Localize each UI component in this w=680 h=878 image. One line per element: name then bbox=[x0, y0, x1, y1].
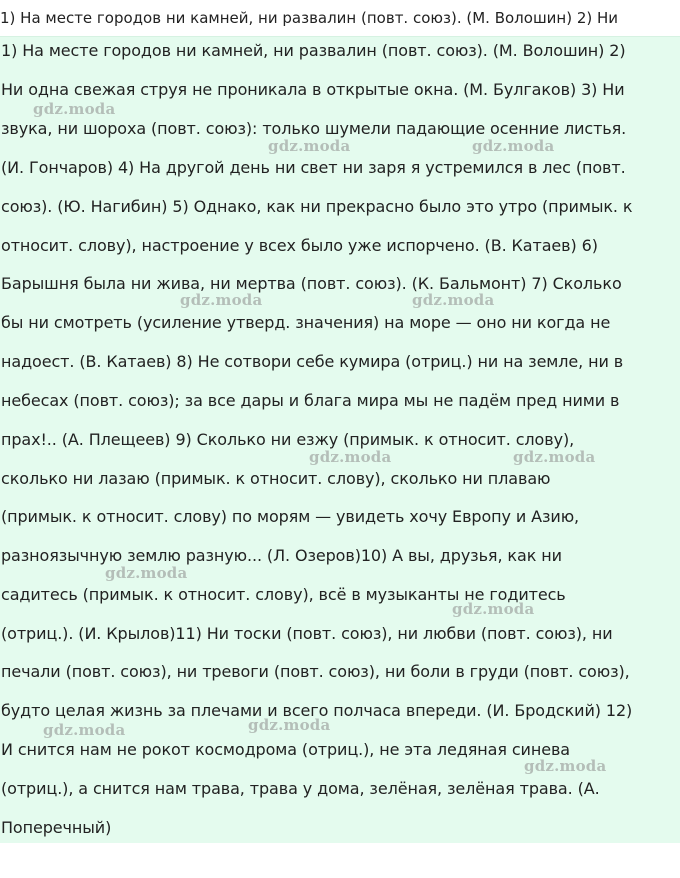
answer-line-11: прах!.. (А. Плещеев) 9) Сколько ни езжу (примык. к относит. слову), bbox=[1, 430, 575, 449]
answer-line-8: бы ни смотреть (усиление утверд. значения) на море — оно ни когда не bbox=[1, 313, 611, 332]
answer-line-18: будто целая жизнь за плечами и всего полчаса впереди. (И. Бродский) 12) bbox=[1, 701, 633, 720]
watermark: gdz.moda bbox=[43, 721, 126, 739]
answer-line-21: Поперечный) bbox=[1, 818, 112, 837]
answer-line-2: Ни одна свежая струя не проникала в открытые окна. (М. Булгаков) 3) Ни bbox=[1, 80, 625, 99]
answer-line-5: союз). (Ю. Нагибин) 5) Однако, как ни прекрасно было это утро (примык. к bbox=[1, 197, 633, 216]
answer-line-7: Барышня была ни жива, ни мертва (повт. союз). (К. Бальмонт) 7) Сколько bbox=[1, 274, 622, 293]
answer-line-12: сколько ни лазаю (примык. к относит. слову), сколько ни плаваю bbox=[1, 469, 551, 488]
answer-line-20: (отриц.), а снится нам трава, трава у дома, зелёная, зелёная трава. (А. bbox=[1, 779, 600, 798]
watermark: gdz.moda bbox=[309, 448, 392, 466]
watermark: gdz.moda bbox=[513, 448, 596, 466]
answer-line-15: садитесь (примык. к относит. слову), всё в музыканты не годитесь bbox=[1, 585, 566, 604]
answer-line-16: (отриц.). (И. Крылов)11) Ни тоски (повт. союз), ни любви (повт. союз), ни bbox=[1, 624, 613, 643]
answer-line-9: надоест. (В. Катаев) 8) Не сотвори себе кумира (отриц.) ни на земле, ни в bbox=[1, 352, 624, 371]
task-text-line: 1) На месте городов ни камней, ни развалин (повт. союз). (М. Волошин) 2) Ни bbox=[0, 0, 680, 36]
answer-line-14: разноязычную землю разную... (Л. Озеров)10) А вы, друзья, как ни bbox=[1, 546, 562, 565]
answer-line-4: (И. Гончаров) 4) На другой день ни свет ни заря я устремился в лес (повт. bbox=[1, 158, 626, 177]
watermark: gdz.moda bbox=[33, 100, 116, 118]
answer-line-6: относит. слову), настроение у всех было уже испорчено. (В. Катаев) 6) bbox=[1, 236, 598, 255]
watermark: gdz.moda bbox=[452, 600, 535, 618]
watermark: gdz.moda bbox=[268, 137, 351, 155]
answer-line-13: (примык. к относит. слову) по морям — увидеть хочу Европу и Азию, bbox=[1, 507, 580, 526]
answer-line-1: 1) На месте городов ни камней, ни развалин (повт. союз). (М. Волошин) 2) bbox=[1, 41, 626, 60]
watermark: gdz.moda bbox=[472, 137, 555, 155]
answer-line-17: печали (повт. союз), ни тревоги (повт. союз), ни боли в груди (повт. союз), bbox=[1, 662, 630, 681]
answer-line-3: звука, ни шороха (повт. союз): только шумели падающие осенние листья. bbox=[1, 119, 627, 138]
answer-line-19: И снится нам не рокот космодрома (отриц.), не эта ледяная синева bbox=[1, 740, 570, 759]
watermark: gdz.moda bbox=[105, 564, 188, 582]
watermark: gdz.moda bbox=[248, 716, 331, 734]
watermark: gdz.moda bbox=[412, 291, 495, 309]
answer-line-10: небесах (повт. союз); за все дары и блага мира мы не падём пред ними в bbox=[1, 391, 620, 410]
watermark: gdz.moda bbox=[524, 757, 607, 775]
watermark: gdz.moda bbox=[180, 291, 263, 309]
